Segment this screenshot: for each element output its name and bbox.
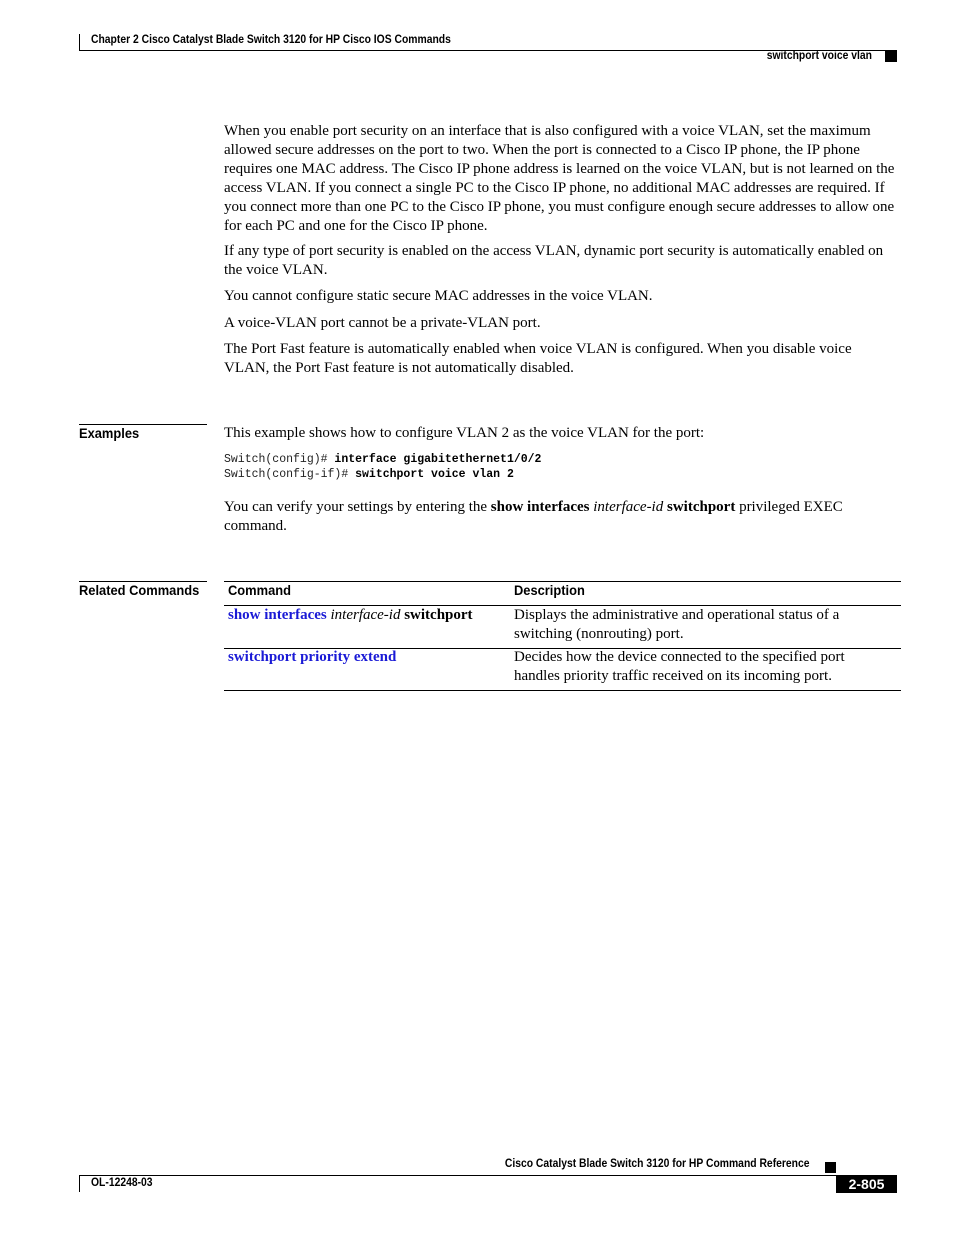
usage-note-static-mac: You cannot configure static secure MAC addresses in the voice VLAN. — [224, 288, 653, 304]
switchport-priority-extend-link[interactable]: switchport priority extend — [228, 649, 397, 665]
code-line-2 — [224, 467, 514, 482]
verify-text-pre: You can verify your settings by entering the — [224, 499, 491, 515]
code-command: switchport voice vlan 2 — [355, 468, 514, 481]
footer-marker-box — [825, 1162, 836, 1173]
table-row-description: Displays the administrative and operational status of a switching (nonrouting) port. — [514, 607, 840, 642]
header-marker-box — [885, 50, 897, 62]
code-command: interface gigabitethernet1/0/2 — [334, 453, 542, 466]
examples-intro: This example shows how to configure VLAN 2 as the voice VLAN for the port: — [224, 425, 705, 441]
show-interfaces-link[interactable]: show interfaces — [228, 607, 327, 623]
running-header-section: switchport voice vlan — [766, 50, 872, 62]
usage-note-dynamic-security: If any type of port security is enabled on the access VLAN, dynamic port security is automatically enabled on the voice VLAN. — [224, 243, 884, 278]
running-header-chapter: Chapter 2 Cisco Catalyst Blade Switch 3120 for HP Cisco IOS Commands — [91, 34, 451, 46]
header-vertical-rule — [79, 34, 80, 51]
page-number: 2-805 — [836, 1175, 897, 1193]
column-header-description: Description — [514, 582, 585, 598]
footer-rule — [79, 1175, 897, 1176]
running-footer-title: Cisco Catalyst Blade Switch 3120 for HP Command Reference — [505, 1158, 810, 1170]
footer-vertical-rule — [79, 1175, 80, 1192]
usage-note-port-fast: The Port Fast feature is automatically enabled when voice VLAN is configured. When you disable voice VLAN, the Port Fast feature is not automatically disabled. — [224, 341, 852, 376]
document-id: OL-12248-03 — [91, 1177, 153, 1189]
examples-heading: Examples — [79, 425, 140, 441]
table-row-command — [228, 648, 508, 667]
verify-text-post: privileged EXEC command. — [224, 499, 843, 534]
verify-keyword: switchport — [666, 499, 736, 515]
table-row-description: Decides how the device connected to the specified port handles priority traffic received on its incoming port. — [514, 649, 845, 684]
examples-verify-text — [224, 498, 899, 536]
command-suffix: switchport — [404, 607, 473, 623]
table-row-command — [228, 606, 508, 625]
usage-note-port-security: When you enable port security on an interface that is also configured with a voice VLAN, set the maximum allowed secure addresses on the port to two. When the port is connected to a Cisco IP phone, the IP phone requires one MAC address. The Cisco IP phone address is learned on the voice VLAN, but is not learned on the access VLAN. If you connect a single PC to the Cisco IP phone, no additional MAC addresses are required. If you connect more than one PC to the Cisco IP phone, you must configure enough secure addresses to allow one for each PC and one for the Cisco IP phone. — [224, 123, 895, 234]
usage-note-private-vlan: A voice-VLAN port cannot be a private-VLAN port. — [224, 315, 541, 331]
code-prompt: Switch(config-if)# — [224, 468, 356, 481]
code-prompt: Switch(config)# — [224, 453, 335, 466]
verify-command: show interfaces — [490, 499, 590, 515]
related-commands-heading: Related Commands — [79, 582, 200, 598]
verify-argument: interface-id — [593, 499, 664, 515]
table-bottom-rule — [224, 690, 901, 691]
code-line-1 — [224, 452, 541, 467]
command-argument: interface-id — [330, 607, 401, 623]
column-header-command: Command — [228, 582, 291, 598]
